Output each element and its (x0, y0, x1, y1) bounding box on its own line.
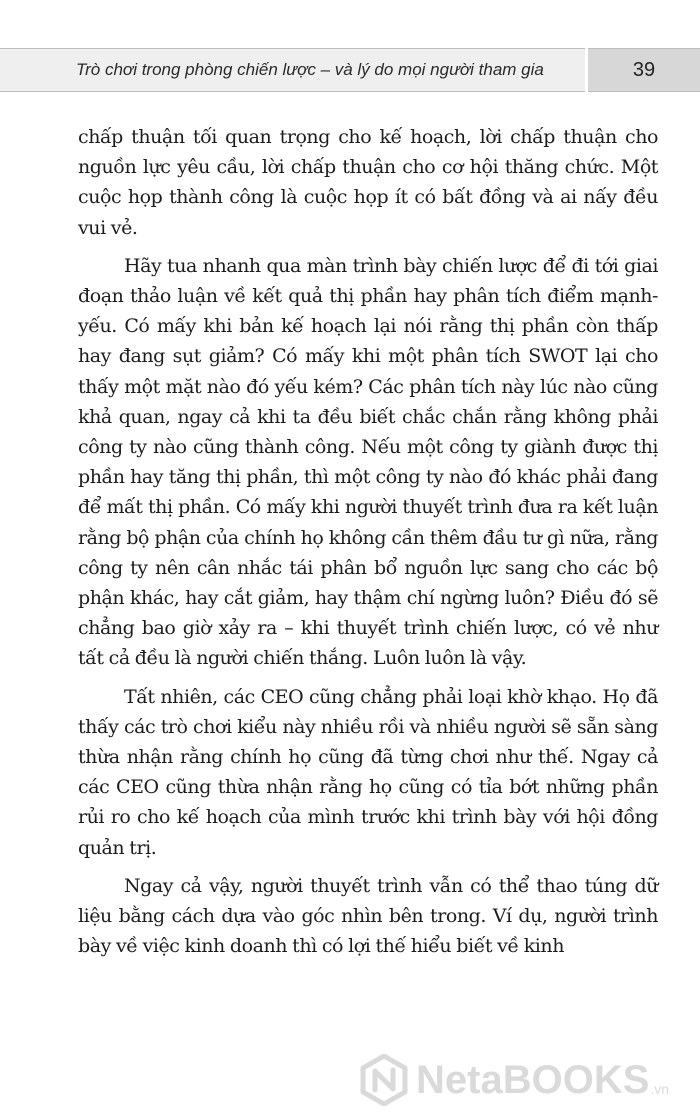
page-number: 39 (632, 59, 656, 81)
paragraph-1: chấp thuận tối quan trọng cho kế hoạch, lời chấp thuận cho nguồn lực yêu cầu, lời chấp thuận cho cơ hội thăng chức. Một cuộc họp thành công là cuộc họp ít có bất đồng và ai nấy đều vui vẻ. (78, 126, 658, 239)
page-body (78, 122, 658, 969)
running-header-bar (0, 48, 585, 92)
paragraph-4: Ngay cả vậy, người thuyết trình vẫn có thể thao túng dữ liệu bằng cách dựa vào góc nhìn bên trong. Ví dụ, người trình bày về việc kinh doanh thì có lợi thế hiểu biết về kinh (78, 874, 658, 958)
running-header (0, 48, 700, 92)
watermark (360, 1054, 669, 1106)
page-number-box (588, 48, 700, 92)
paragraph-2: Hãy tua nhanh qua màn trình bày chiến lược để đi tới giai đoạn thảo luận về kết quả thị phần hay phân tích điểm mạnh-yếu. Có mấy khi bản kế hoạch lại nói rằng thị phần còn thấp hay đang sụt giảm? Có mấy khi một phân tích SWOT lại cho thấy một mặt nào đó yếu kém? Các phân tích này lúc nào cũng khả quan, ngay cả khi ta đều biết chắc chắn rằng không phải công ty nào cũng thành công. Nếu một công ty giành được thị phần hay tăng thị phần, thì một công ty nào đó khác phải đang để mất thị phần. Có mấy khi người thuyết trình đưa ra kết luận rằng bộ phận của chính họ không cần thêm đầu tư gì nữa, rằng công ty nên cân nhắc tái phân bổ nguồn lực sang cho các bộ phận khác, hay cắt giảm, hay thậm chí ngừng luôn? Điều đó sẽ chẳng bao giờ xảy ra – khi thuyết trình chiến lược, có vẻ như tất cả đều là người chiến thắng. Luôn luôn là vậy. (78, 254, 658, 670)
watermark-suffix: .vn (650, 1081, 670, 1097)
watermark-brand: NetaBOOKS (416, 1057, 650, 1102)
paragraph-3: Tất nhiên, các CEO cũng chẳng phải loại khờ khạo. Họ đã thấy các trò chơi kiểu này nhiều rồi và nhiều người sẽ sẵn sàng thừa nhận rằng chính họ cũng đã từng chơi như thế. Ngay cả các CEO cũng thừa nhận rằng họ cũng có tỉa bớt những phần rủi ro cho kế hoạch của mình trước khi trình bày với hội đồng quản trị. (78, 685, 658, 859)
netabooks-logo-icon (360, 1054, 408, 1106)
running-title: Trò chơi trong phòng chiến lược – và lý do mọi người tham gia (76, 60, 544, 79)
